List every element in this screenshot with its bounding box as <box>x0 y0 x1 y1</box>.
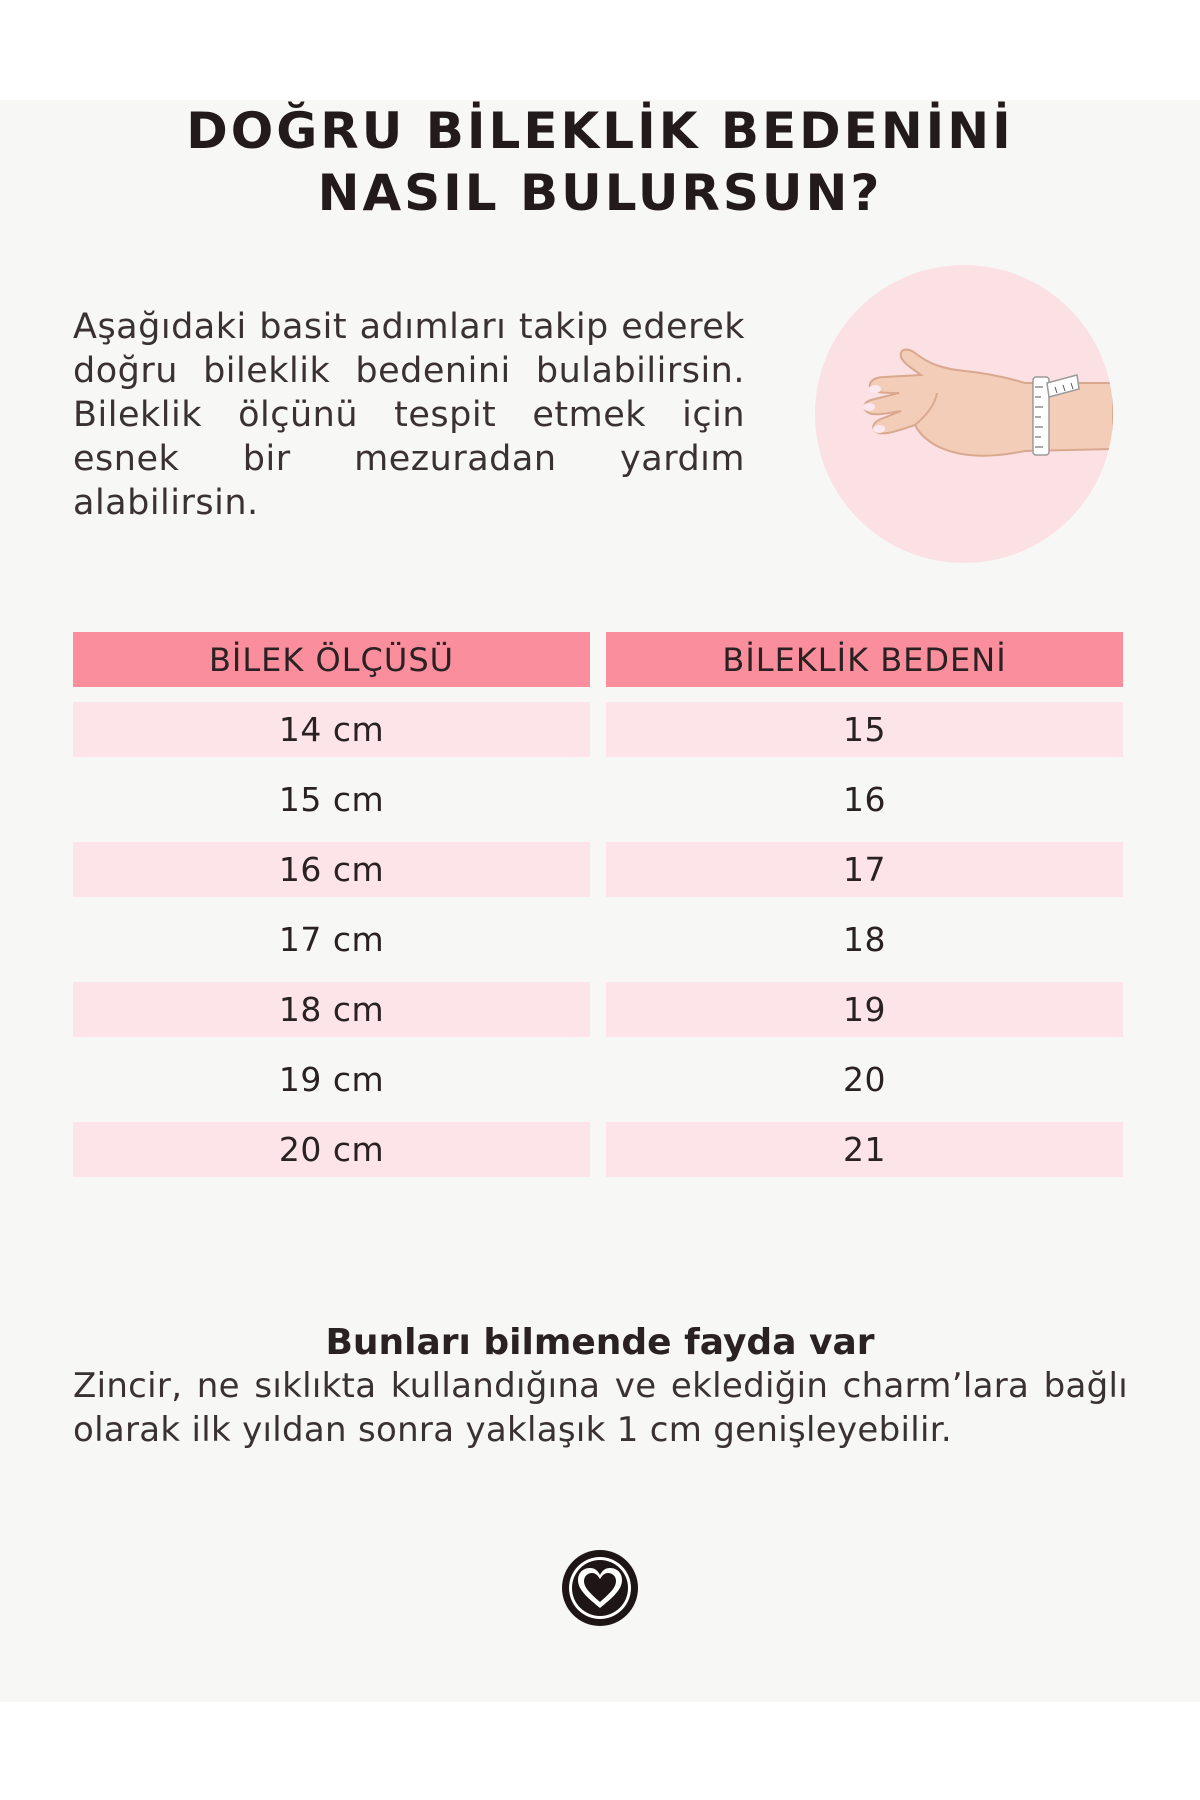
table-row <box>73 982 1123 1037</box>
bracelet-size-cell: 19 <box>606 982 1123 1037</box>
table-row <box>73 702 1123 757</box>
bracelet-size-cell: 17 <box>606 842 1123 897</box>
bracelet-size-cell: 21 <box>606 1122 1123 1177</box>
table-row <box>73 912 1123 967</box>
note-text: Zincir, ne sıklıkta kullandığına ve eklediğin charm’lara bağlı olarak ilk yıldan sonra yaklaşık 1 cm genişleyebilir. <box>73 1366 1128 1450</box>
wrist-size-cell: 19 cm <box>278 1060 385 1099</box>
bracelet-size-cell: 18 <box>843 920 886 959</box>
bracelet-size-cell: 20 <box>843 1060 886 1099</box>
heart-logo-icon <box>560 1548 640 1628</box>
title-line-1: DOĞRU BİLEKLİK BEDENİNİ <box>186 102 1014 160</box>
intro-text: Aşağıdaki basit adımları takip ederek doğru bileklik bedenini bulabilirsin. Bileklik ölçünü tespit etmek için esnek bir mezuradan yardım alabilirsin. <box>73 307 745 523</box>
table-row <box>73 842 1123 897</box>
wrist-size-cell: 18 cm <box>73 982 590 1037</box>
table-header-row <box>73 632 1123 687</box>
wrist-size-cell: 15 cm <box>278 780 385 819</box>
header-bracelet-size: BİLEKLİK BEDENİ <box>606 632 1123 687</box>
size-table <box>73 632 1123 1192</box>
note-title: Bunları bilmende fayda var <box>325 1322 875 1363</box>
bracelet-size-cell: 15 <box>606 702 1123 757</box>
wrist-illustration <box>815 265 1113 563</box>
table-row <box>73 1052 1123 1107</box>
page-title <box>0 100 1200 224</box>
table-row <box>73 1122 1123 1177</box>
wrist-size-cell: 14 cm <box>73 702 590 757</box>
header-wrist-size: BİLEK ÖLÇÜSÜ <box>73 632 590 687</box>
wrist-measuring-tape-icon <box>815 265 1113 563</box>
bracelet-size-cell: 16 <box>843 780 886 819</box>
table-row <box>73 772 1123 827</box>
title-line-2: NASIL BULURSUN? <box>317 164 883 222</box>
wrist-size-cell: 20 cm <box>73 1122 590 1177</box>
wrist-size-cell: 17 cm <box>278 920 385 959</box>
wrist-size-cell: 16 cm <box>73 842 590 897</box>
